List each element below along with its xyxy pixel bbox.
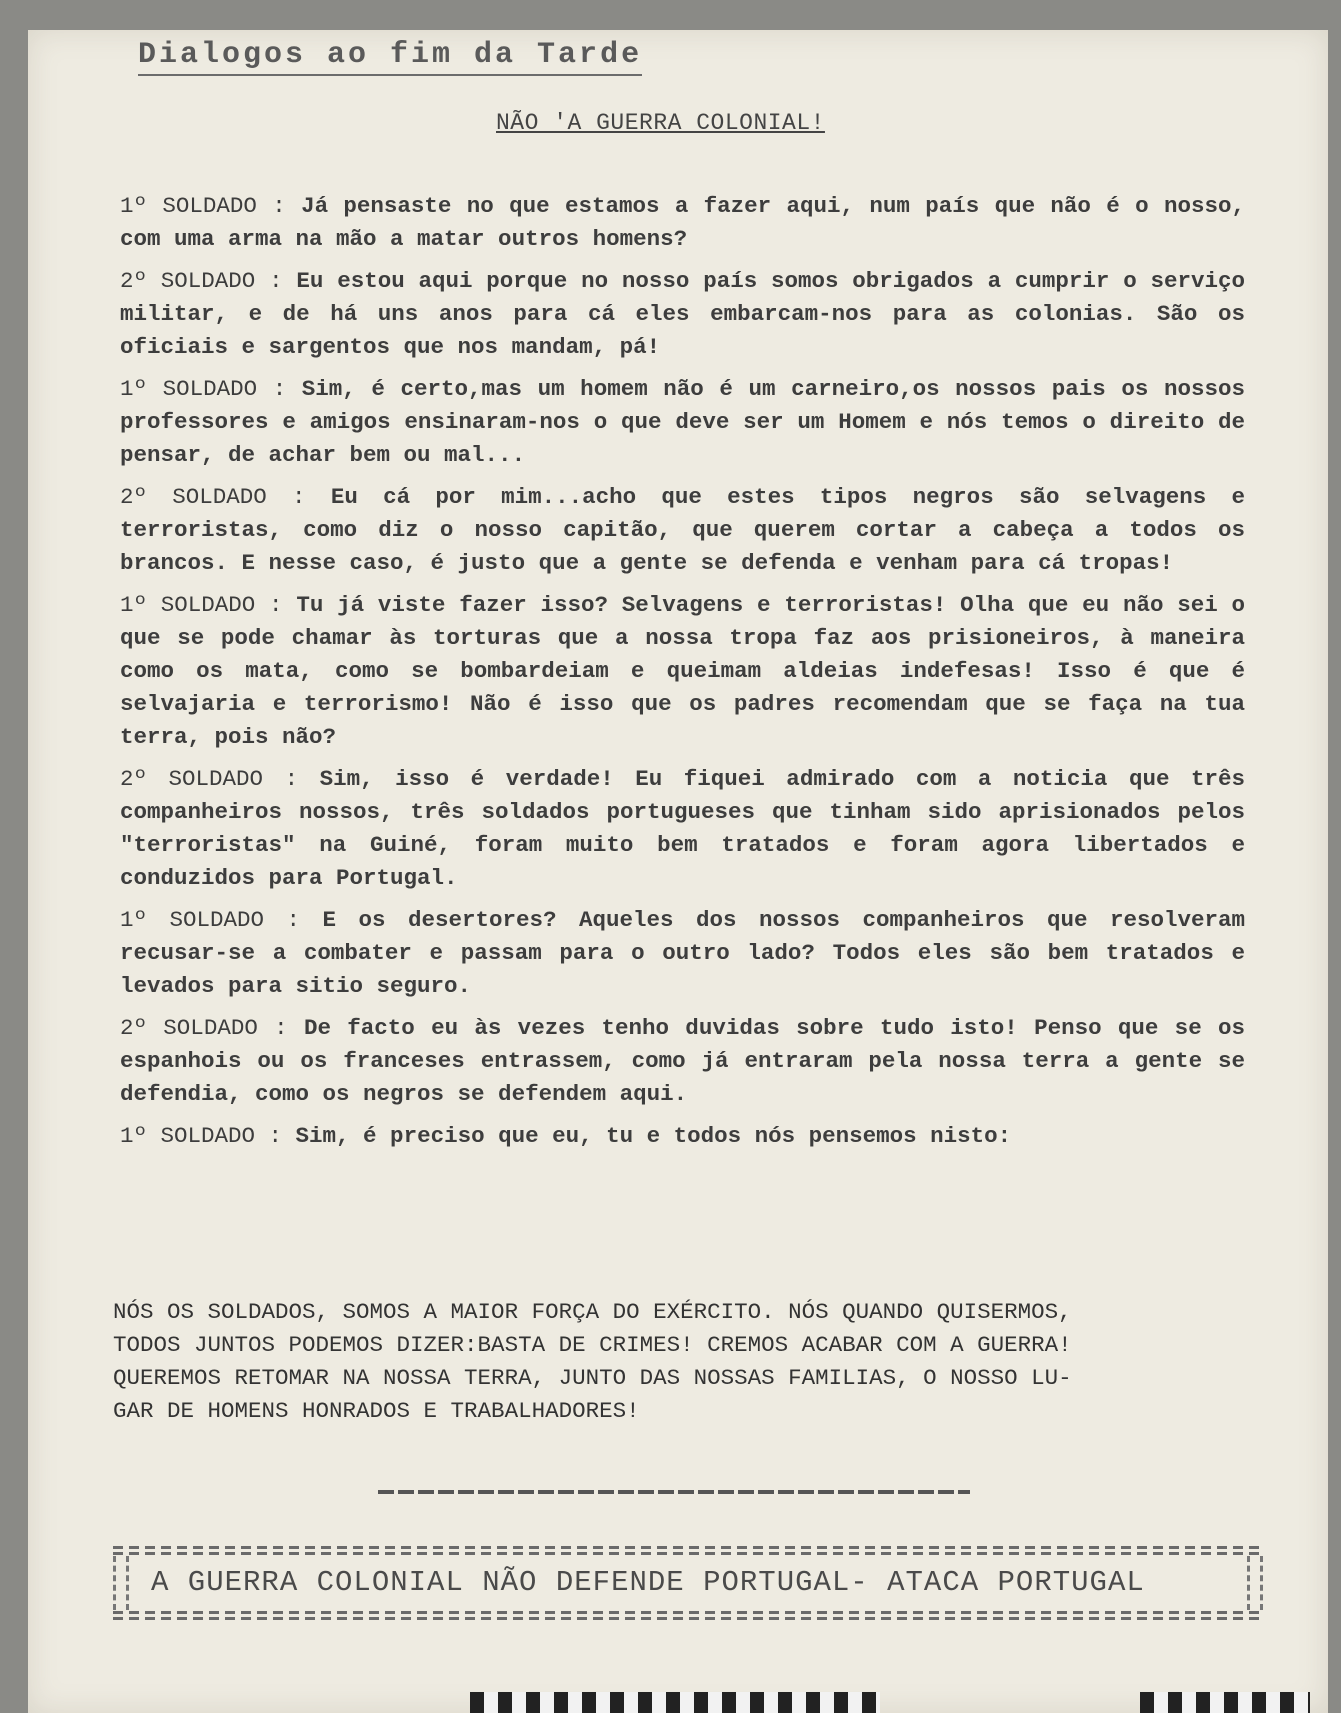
speaker-label: 1º SOLDADO : (120, 376, 287, 402)
speaker-label: 2º SOLDADO : (120, 484, 306, 510)
dialogue-text: E os desertores? Aqueles dos nossos companheiros que resolveram recusar-se a combater e passam para o outro lado? Todos eles são bem tratados e levados para sitio seguro. (120, 907, 1246, 999)
dialogue-paragraph (120, 904, 1245, 1003)
dialogue-text: Sim, isso é verdade! Eu fiquei admirado com a noticia que três companheiros nossos, três soldados portugueses que tinham sido aprisionados pelos "terroristas" na Guiné, foram muito bem tratados e foram agora libertados e conduzidos para Portugal. (120, 766, 1245, 891)
slogan-box (113, 1546, 1263, 1620)
closing-line: NÓS OS SOLDADOS, SOMOS A MAIOR FORÇA DO EXÉRCITO. NÓS QUANDO QUISERMOS, (113, 1299, 1072, 1325)
dialogue-text: Sim, é preciso que eu, tu e todos nós pensemos nisto: (295, 1123, 1012, 1149)
dialogue-text: Já pensaste no que estamos a fazer aqui, num país que não é o nosso, com uma arma na mão a matar outros homens? (120, 193, 1245, 252)
dialogue-paragraph (120, 265, 1245, 364)
scale-ruler (470, 1692, 880, 1713)
dashed-border-left (113, 1556, 129, 1610)
speaker-label: 1º SOLDADO : (120, 592, 283, 618)
dashed-border-bottom (113, 1611, 1263, 1614)
dialogue-paragraph (120, 763, 1245, 895)
page-title: NÃO 'A GUERRA COLONIAL! (496, 110, 825, 136)
dialogue-paragraph (120, 589, 1245, 754)
dialogue-text: Eu cá por mim...acho que estes tipos negros são selvagens e terroristas, como diz o nosso capitão, que querem cortar a cabeça a todos os brancos. E nesse caso, é justo que a gente se defenda e venham para cá tropas! (120, 484, 1245, 576)
dashed-border-top (113, 1552, 1263, 1555)
closing-statement (113, 1296, 1253, 1428)
dialogue-paragraph (120, 373, 1245, 472)
dashed-border-top (113, 1546, 1263, 1549)
dashed-border-right (1247, 1556, 1263, 1610)
speaker-label: 1º SOLDADO : (120, 1123, 283, 1149)
speaker-label: 1º SOLDADO : (120, 193, 286, 219)
dialogue (120, 190, 1245, 1162)
speaker-label: 1º SOLDADO : (120, 907, 300, 933)
dialogue-paragraph (120, 1120, 1245, 1153)
dialogue-text: Eu estou aqui porque no nosso país somos obrigados a cumprir o serviço militar, e de há uns anos para cá eles embarcam-nos para as colonias. São os oficiais e sargentos que nos mandam, pá! (120, 268, 1245, 360)
dashed-border-bottom (113, 1617, 1263, 1620)
dialogue-paragraph (120, 481, 1245, 580)
dialogue-text: De facto eu às vezes tenho duvidas sobre tudo isto! Penso que se os espanhois ou os franceses entrassem, como já entraram pela nossa terra a gente se defendia, como os negros se defendem aqui. (120, 1015, 1245, 1107)
dialogue-paragraph (120, 190, 1245, 256)
dialogue-text: Sim, é certo,mas um homem não é um carneiro,os nossos pais os nossos professores e amigos ensinaram-nos o que deve ser um Homem e nós temos o direito de pensar, de achar bem ou mal... (120, 376, 1245, 468)
speaker-label: 2º SOLDADO : (120, 268, 283, 294)
dialogue-text: Tu já viste fazer isso? Selvagens e terroristas! Olha que eu não sei o que se pode chamar às torturas que a nossa tropa faz aos prisioneiros, à maneira como os mata, como se bombardeiam e queimam aldeias indefesas! Isso é que é selvajaria e terrorismo! Não é isso que os padres recomendam que se faça na tua terra, pois não? (120, 592, 1246, 750)
dialogue-paragraph (120, 1012, 1245, 1111)
slogan: A GUERRA COLONIAL NÃO DEFENDE PORTUGAL- ATACA PORTUGAL (151, 1566, 1145, 1599)
scale-ruler (1140, 1692, 1310, 1713)
closing-line: QUEREMOS RETOMAR NA NOSSA TERRA, JUNTO DAS NOSSAS FAMILIAS, O NOSSO LU- (113, 1365, 1072, 1391)
speaker-label: 2º SOLDADO : (120, 1015, 288, 1041)
closing-line: GAR DE HOMENS HONRADOS E TRABALHADORES! (113, 1398, 640, 1424)
speaker-label: 2º SOLDADO : (120, 766, 299, 792)
closing-line: TODOS JUNTOS PODEMOS DIZER:BASTA DE CRIMES! CREMOS ACABAR COM A GUERRA! (113, 1332, 1072, 1358)
header-title: Dialogos ao fim da Tarde (138, 38, 642, 76)
typed-separator (378, 1490, 970, 1494)
